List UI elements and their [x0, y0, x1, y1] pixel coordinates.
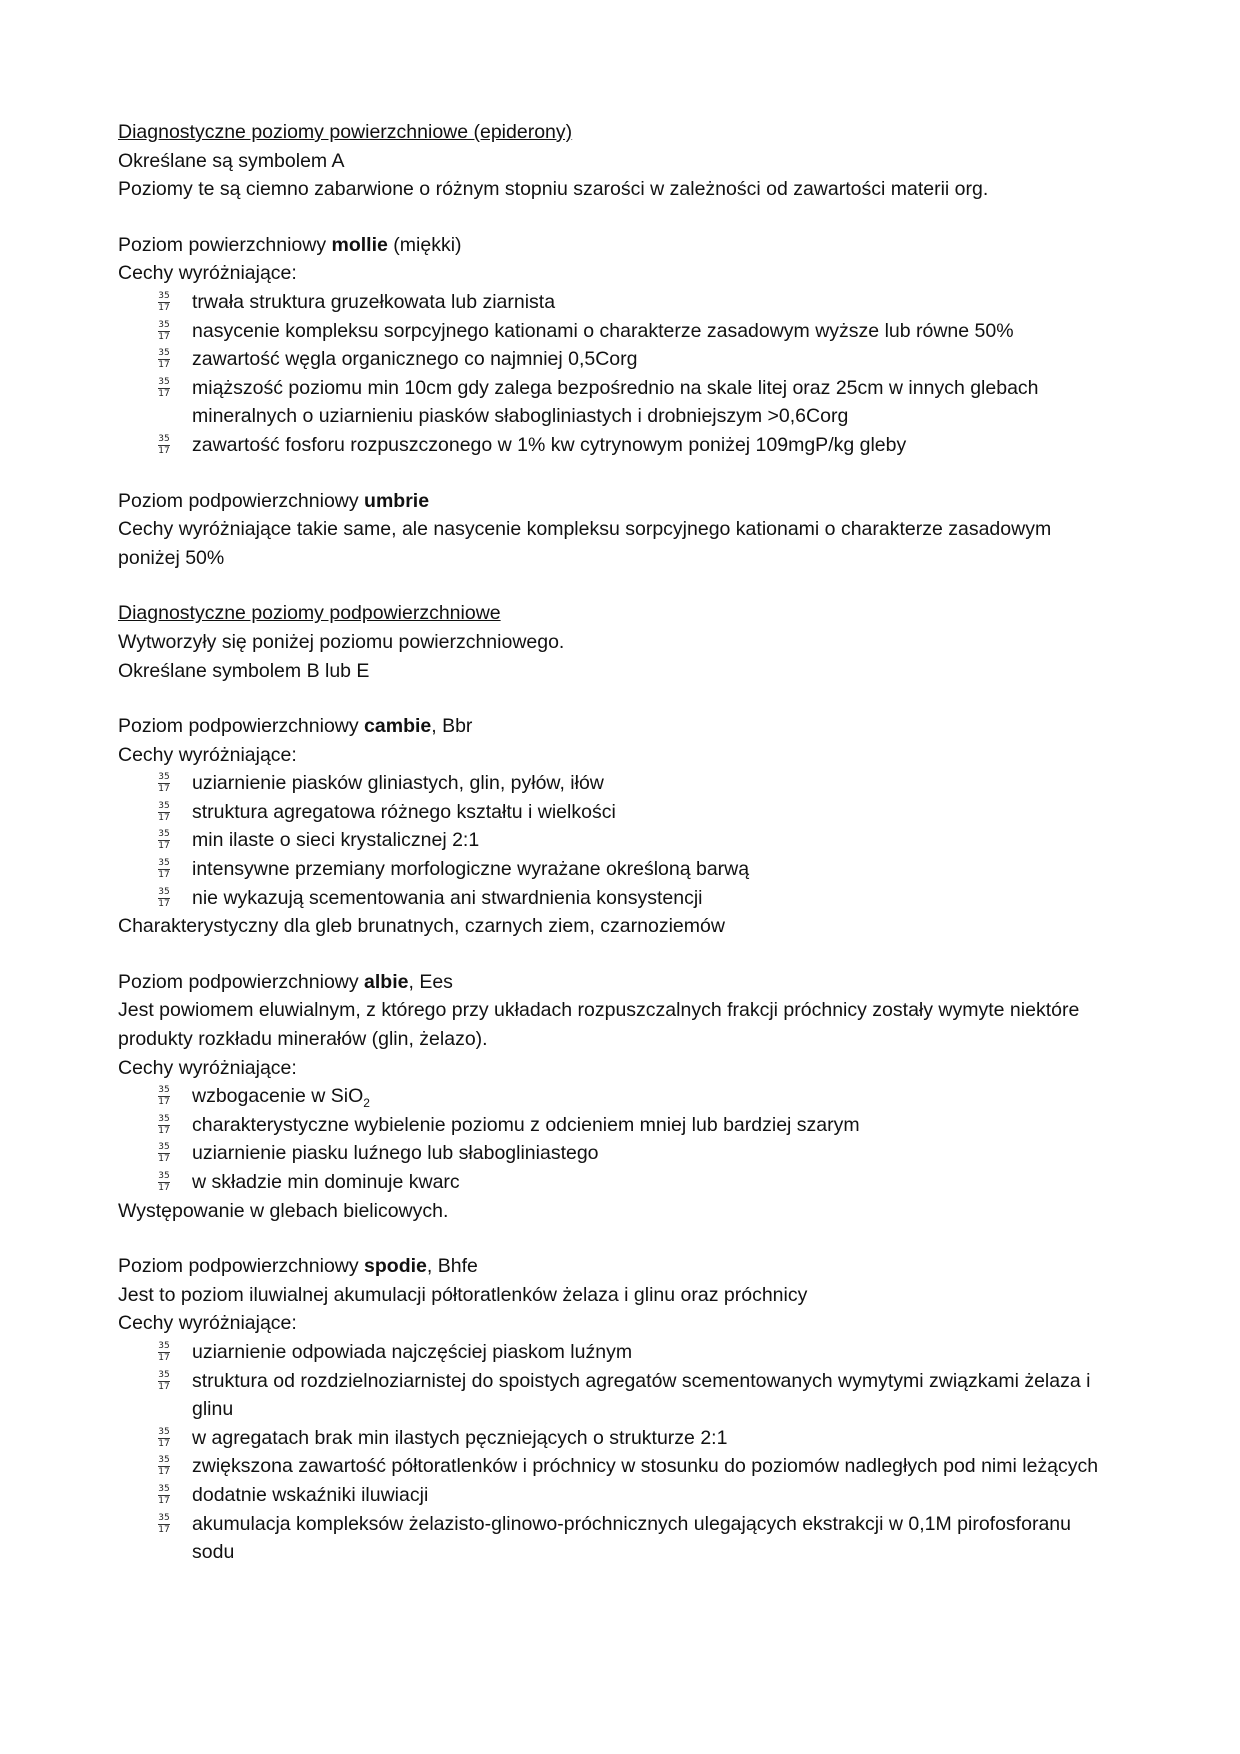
- text-line: Występowanie w glebach bielicowych.: [118, 1199, 449, 1222]
- features-label: Cechy wyróżniające:: [118, 1312, 297, 1335]
- features-label: Cechy wyróżniające:: [118, 262, 297, 285]
- section-heading: Diagnostyczne poziomy podpowierzchniowe: [118, 602, 501, 625]
- feature-list: [118, 1338, 1118, 1567]
- list-item: 35 17 intensywne przemiany morfologiczne wyrażane określoną barwą: [118, 855, 1118, 884]
- text-line: Poziomy te są ciemno zabarwione o różnym stopniu szarości w zależności od zawartości materii org.: [118, 178, 989, 201]
- fraction-bullet-icon: 35 17: [158, 1512, 170, 1535]
- list-item: 35 17 zwiększona zawartość półtoratlenków i próchnicy w stosunku do poziomów nadległych pod nimi leżących: [118, 1452, 1118, 1481]
- fraction-bullet-icon: 35 17: [158, 1426, 170, 1449]
- horizon-title: Poziom podpowierzchniowy cambie, Bbr: [118, 715, 473, 738]
- fraction-bullet-icon: 35 17: [158, 1369, 170, 1392]
- fraction-bullet-icon: 35 17: [158, 1455, 170, 1478]
- list-item: 35 17 trwała struktura gruzełkowata lub ziarnista: [118, 288, 1118, 317]
- document-page: [118, 118, 1118, 1567]
- list-item: 35 17 zawartość fosforu rozpuszczonego w 1% kw cytrynowym poniżej 109mgP/kg gleby: [118, 431, 1118, 460]
- text-line: Określane są symbolem A: [118, 149, 345, 172]
- list-item: 35 17 akumulacja kompleksów żelazisto-glinowo-próchnicznych ulegających ekstrakcji w 0,1M pirofosforanu sodu: [118, 1510, 1118, 1567]
- list-item: 35 17 nasycenie kompleksu sorpcyjnego kationami o charakterze zasadowym wyższe lub równe 50%: [118, 317, 1118, 346]
- horizon-title: Poziom podpowierzchniowy spodie, Bhfe: [118, 1255, 478, 1278]
- fraction-bullet-icon: 35 17: [158, 1085, 170, 1108]
- fraction-bullet-icon: 35 17: [158, 290, 170, 313]
- list-item: 35 17 zawartość węgla organicznego co najmniej 0,5Corg: [118, 345, 1118, 374]
- list-item: 35 17 w składzie min dominuje kwarc: [118, 1168, 1118, 1197]
- list-item: 35 17 wzbogacenie w SiO$_2$: [118, 1082, 1118, 1111]
- list-item: 35 17 min ilaste o sieci krystalicznej 2:1: [118, 826, 1118, 855]
- text-line: Wytworzyły się poniżej poziomu powierzchniowego.: [118, 630, 565, 653]
- paragraph: Cechy wyróżniające takie same, ale nasycenie kompleksu sorpcyjnego kationami o charakterze zasadowym poniżej 50%: [118, 518, 1052, 569]
- text-line: Charakterystyczny dla gleb brunatnych, czarnych ziem, czarnoziemów: [118, 915, 725, 938]
- fraction-bullet-icon: 35 17: [158, 858, 170, 881]
- fraction-bullet-icon: 35 17: [158, 348, 170, 371]
- fraction-bullet-icon: 35 17: [158, 772, 170, 795]
- fraction-bullet-icon: 35 17: [158, 1171, 170, 1193]
- list-item: 35 17 nie wykazują scementowania ani stwardnienia konsystencji: [118, 884, 1118, 913]
- horizon-title: Poziom podpowierzchniowy umbrie: [118, 489, 430, 512]
- list-item: 35 17 uziarnienie piasku luźnego lub słabogliniastego: [118, 1139, 1118, 1168]
- fraction-bullet-icon: 35 17: [158, 800, 170, 823]
- list-item: 35 17 uziarnienie odpowiada najczęściej piaskom luźnym: [118, 1338, 1118, 1367]
- paragraph: Jest powiomem eluwialnym, z którego przy układach rozpuszczalnych frakcji próchnicy zostały wymyte niektóre produkty rozkładu minerałów (glin, żelazo).: [118, 999, 1080, 1051]
- list-item: 35 17 dodatnie wskaźniki iluwiacji: [118, 1481, 1118, 1510]
- fraction-bullet-icon: 35 17: [158, 1483, 170, 1506]
- horizon-title: Poziom podpowierzchniowy albie, Ees: [118, 970, 453, 993]
- fraction-bullet-icon: 35 17: [158, 319, 170, 342]
- fraction-bullet-icon: 35 17: [158, 1142, 170, 1165]
- list-item: 35 17 miąższość poziomu min 10cm gdy zalega bezpośrednio na skale litej oraz 25cm w innych glebach mineralnych o uziarnieniu piasków słabogliniastych i drobniejszym >0,6Corg: [118, 374, 1118, 431]
- feature-list: [118, 288, 1118, 460]
- fraction-bullet-icon: 35 17: [158, 376, 170, 399]
- section-heading: Diagnostyczne poziomy powierzchniowe (epiderony): [118, 121, 573, 143]
- list-item: 35 17 struktura od rozdzielnoziarnistej do spoistych agregatów scementowanych wymytymi związkami żelaza i glinu: [118, 1367, 1118, 1424]
- features-label: Cechy wyróżniające:: [118, 743, 297, 766]
- text-line: Określane symbolem B lub E: [118, 659, 370, 682]
- list-item: 35 17 charakterystyczne wybielenie poziomu z odcieniem mniej lub bardziej szarym: [118, 1111, 1118, 1140]
- feature-list: [118, 1082, 1118, 1196]
- list-item: 35 17 w agregatach brak min ilastych pęczniejących o strukturze 2:1: [118, 1424, 1118, 1453]
- horizon-title: Poziom powierzchniowy mollie (miękki): [118, 233, 462, 256]
- fraction-bullet-icon: 35 17: [158, 1340, 170, 1363]
- fraction-bullet-icon: 35 17: [158, 886, 170, 909]
- paragraph: Jest to poziom iluwialnej akumulacji półtoratlenków żelaza i glinu oraz próchnicy: [118, 1283, 808, 1306]
- features-label: Cechy wyróżniające:: [118, 1056, 297, 1079]
- fraction-bullet-icon: 35 17: [158, 829, 170, 852]
- feature-list: [118, 769, 1118, 912]
- fraction-bullet-icon: 35 17: [158, 433, 170, 456]
- list-item: 35 17 uziarnienie piasków gliniastych, glin, pyłów, iłów: [118, 769, 1118, 798]
- list-item: 35 17 struktura agregatowa różnego kształtu i wielkości: [118, 798, 1118, 827]
- fraction-bullet-icon: 35 17: [158, 1113, 170, 1136]
